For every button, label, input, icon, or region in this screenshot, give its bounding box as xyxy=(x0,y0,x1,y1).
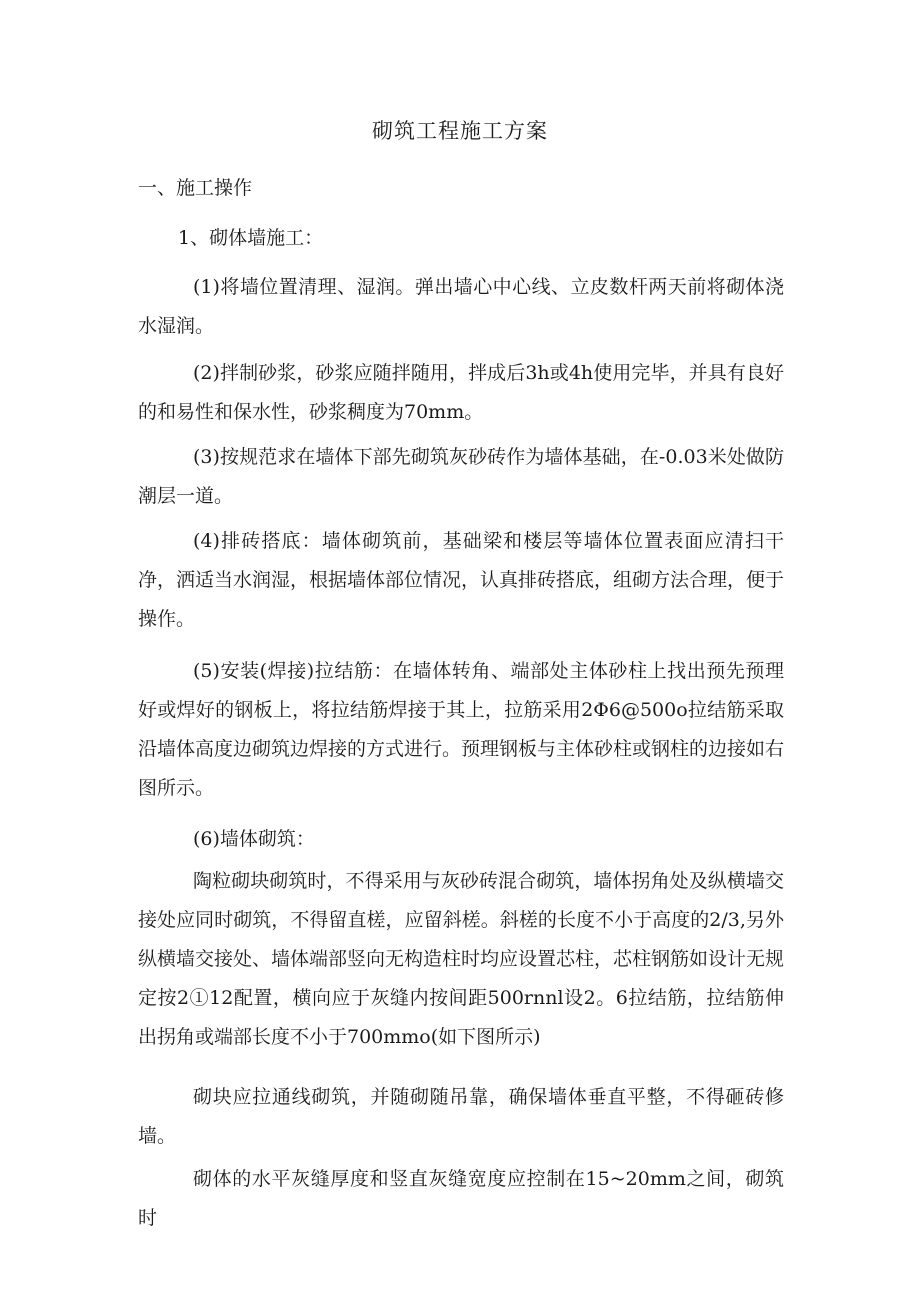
paragraph-7: 陶粒砌块砌筑时，不得采用与灰砂砖混合砌筑，墙体拐角处及纵横墙交接处应同时砌筑，不得留直槎，应留斜槎。斜槎的长度不小于高度的2/3,另外纵横墙交接处、墙体端部竖向无构造柱时均应设置芯柱，芯柱钢筋如设计无规定按2①12配置，横向应于灰缝内按间距500rnnl设2。6拉结筋，拉结筋伸出拐角或端部长度不小于700mmo(如下图所示) xyxy=(138,870,785,1048)
paragraph-2: (2)拌制砂浆，砂浆应随拌随用，拌成后3h或4h使用完毕，并具有良好的和易性和保水性，砂浆稠度为70mm。 xyxy=(138,362,784,423)
paragraph-5: (5)安装(焊接)拉结筋：在墙体转角、端部处主体砂柱上找出预先预理好或焊好的钢板上，将拉结筋焊接于其上，拉筋采用2Φ6@500o拉结筋采取沿墙体高度边砌筑边焊接的方式进行。预理钢板与主体砂柱或钢柱的边接如右图所示。 xyxy=(138,660,785,799)
section-heading: 一、施工操作 xyxy=(138,177,253,199)
paragraph-6: (6)墙体砌筑： xyxy=(193,828,315,850)
paragraph-1: (1)将墙位置清理、湿润。弹出墙心中心线、立皮数杆两天前将砌体浇水湿润。 xyxy=(138,276,784,337)
paragraph-4: (4)排砖搭底：墙体砌筑前，基础梁和楼层等墙体位置表面应清扫干净，洒适当水润湿，根据墙体部位情况，认真排砖搭底，组砌方法合理，便于操作。 xyxy=(138,530,785,630)
paragraph-8: 砌块应拉通线砌筑，并随砌随吊靠，确保墙体垂直平整，不得砸砖修墙。 xyxy=(138,1086,784,1147)
paragraph-3: (3)按规范求在墙体下部先砌筑灰砂砖作为墙体基础，在-0.03米处做防潮层一道。 xyxy=(138,446,784,507)
document-title: 砌筑工程施工方案 xyxy=(372,119,548,143)
paragraph-9: 砌体的水平灰缝厚度和竖直灰缝宽度应控制在15~20mm之间，砌筑时 xyxy=(138,1168,784,1229)
subsection-heading: 1、砌体墙施工： xyxy=(178,227,324,249)
